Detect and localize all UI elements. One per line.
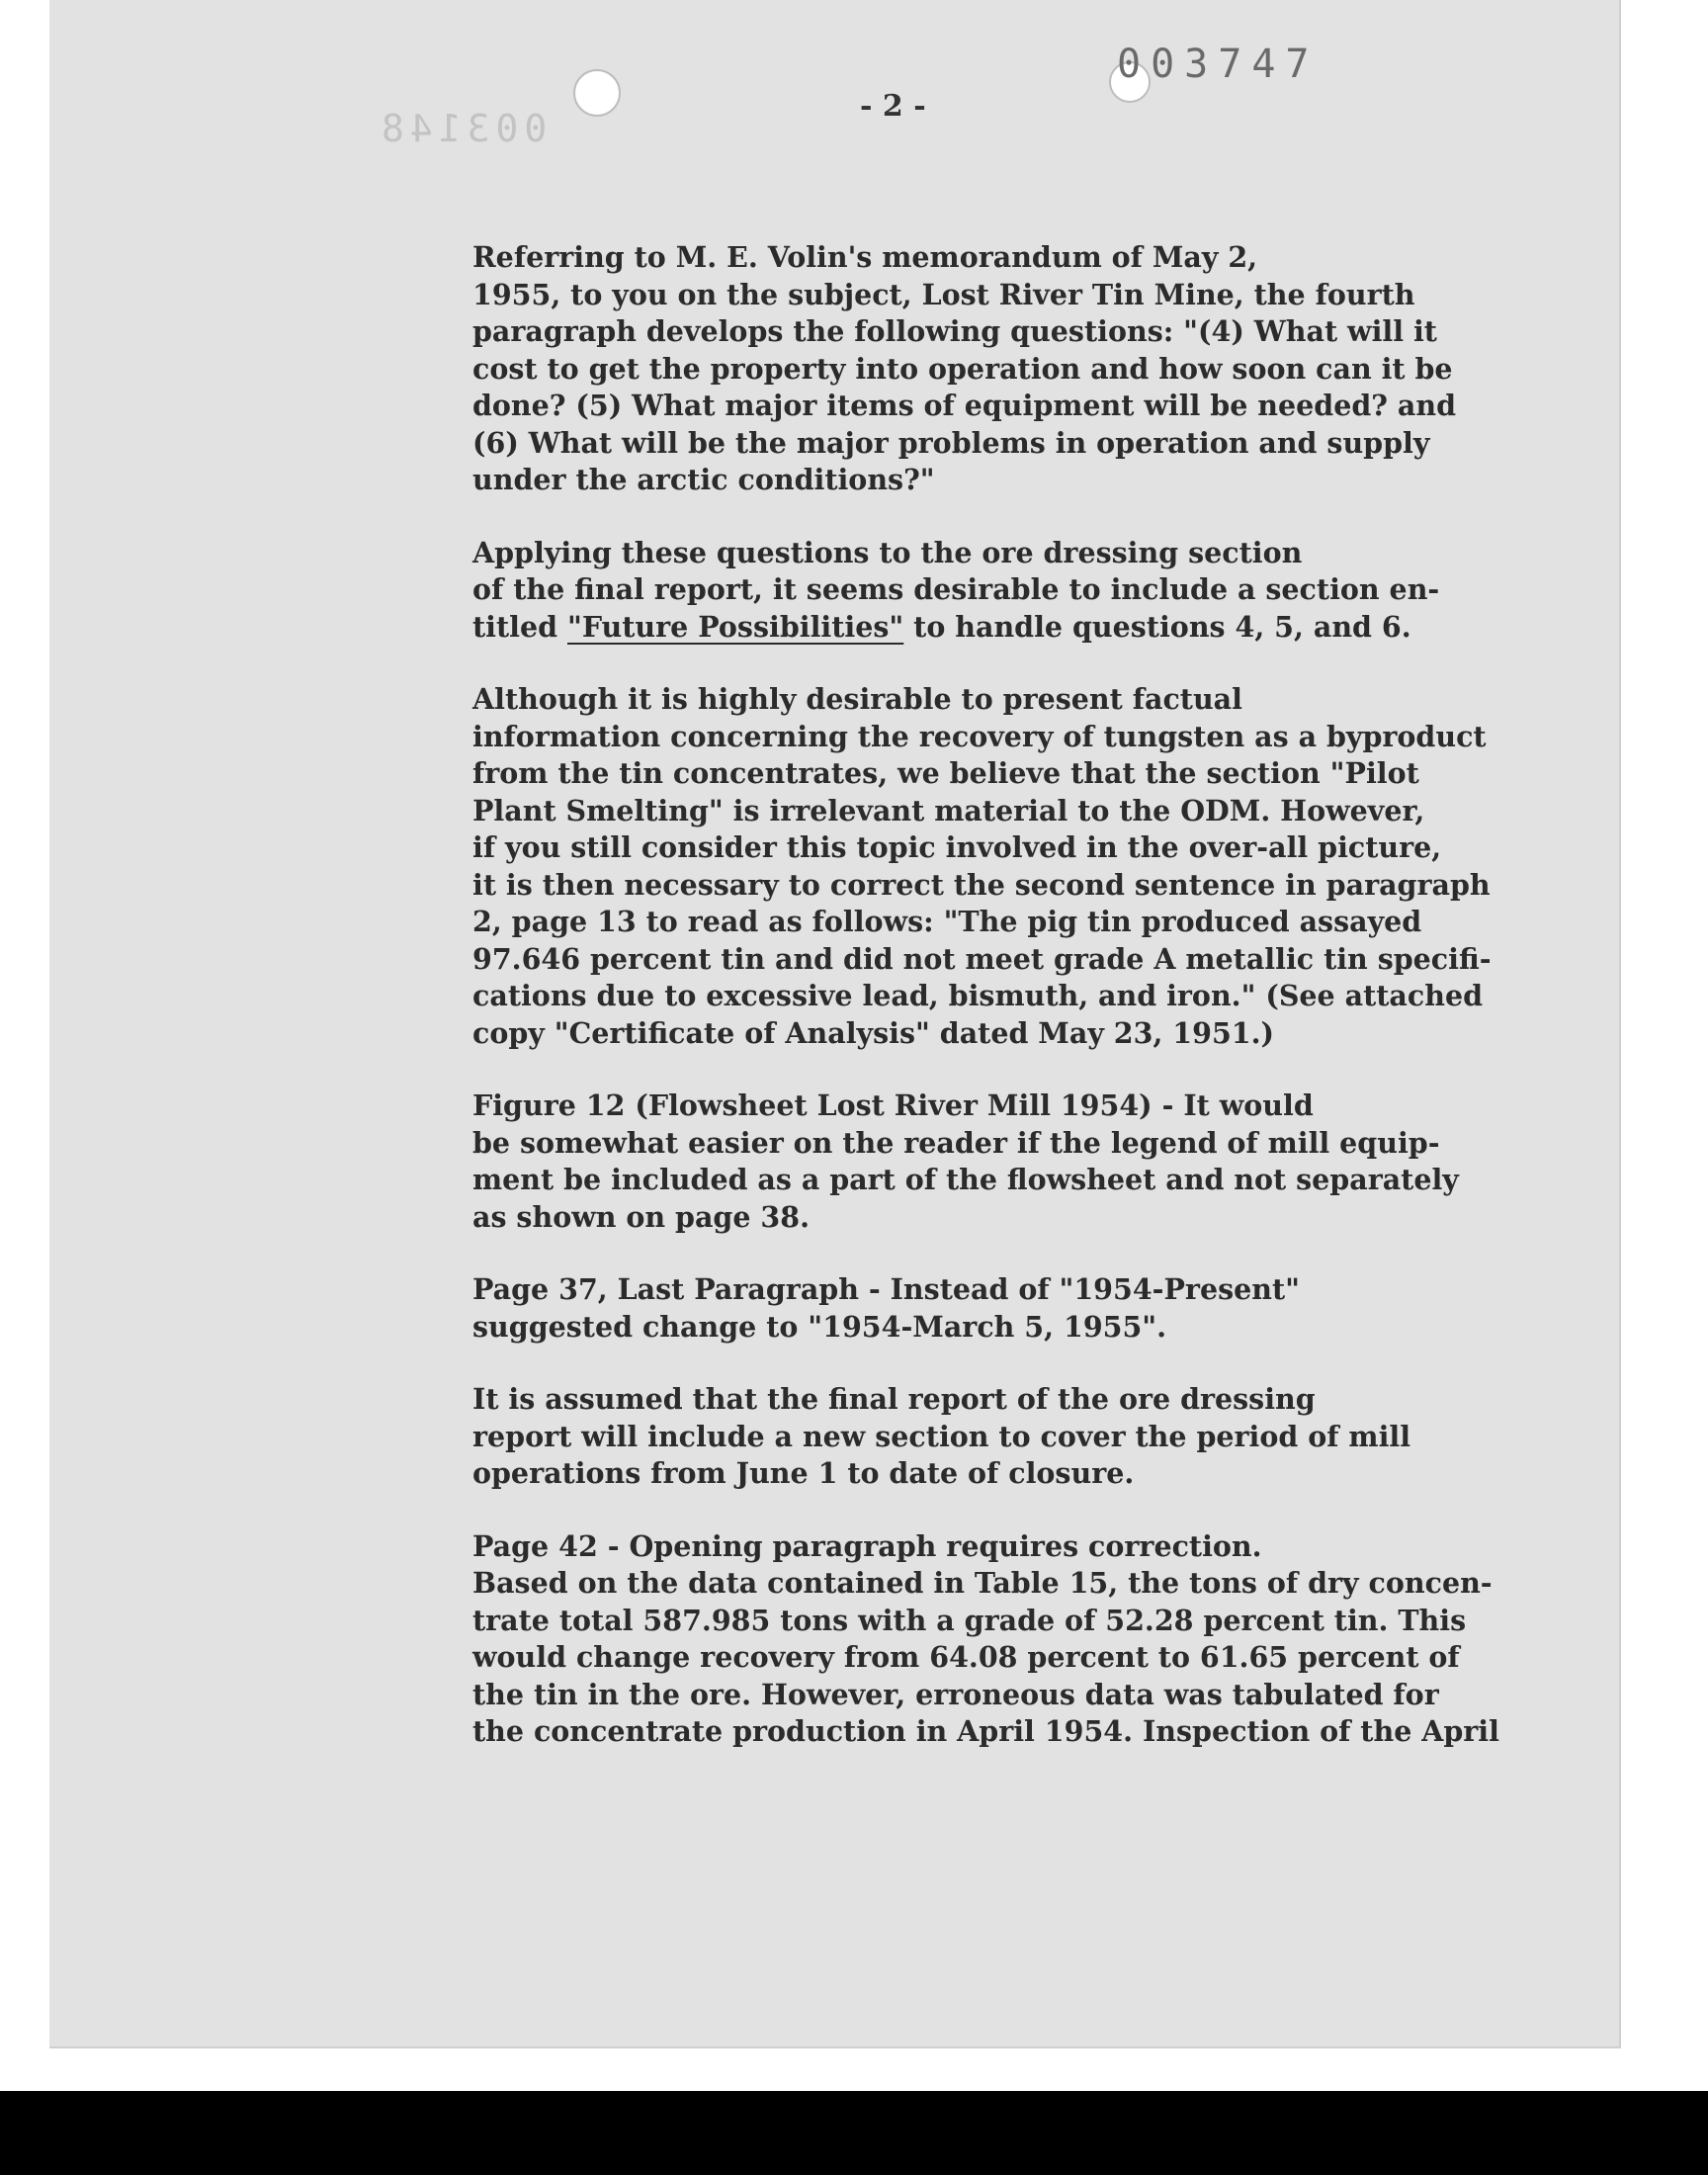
text-line: it is then necessary to correct the second sentence in paragraph (472, 867, 1491, 902)
text-line: Page 42 - Opening paragraph requires correction. (472, 1528, 1262, 1563)
text-line: Page 37, Last Paragraph - Instead of "1954-Present" (472, 1272, 1300, 1306)
underlined-section-title: "Future Possibilities" (566, 609, 904, 644)
text-line: trate total 587.985 tons with a grade of 52.28 percent tin. This (472, 1603, 1467, 1637)
text-line (299, 609, 1411, 647)
memo-body (299, 239, 1499, 1786)
paragraph-4 (299, 1088, 1459, 1236)
mirrored-document-number-stamp: 003148 (376, 107, 548, 150)
text-segment: titled (472, 609, 567, 644)
text-line: if you still consider this topic involved in the over-all picture, (472, 830, 1442, 864)
text-line: under the arctic conditions?" (472, 463, 935, 496)
paragraph-3 (299, 681, 1492, 1052)
text-line: Referring to M. E. Volin's memorandum of May 2, (472, 240, 1258, 274)
text-line: the concentrate production in April 1954. Inspection of the April (472, 1714, 1499, 1748)
paragraph-1 (299, 239, 1456, 499)
paragraph-5 (299, 1271, 1401, 1346)
text-line: be somewhat easier on the reader if the legend of mill equip- (472, 1125, 1440, 1160)
text-line: as shown on page 38. (472, 1199, 810, 1234)
text-line: suggested change to "1954-March 5, 1955". (472, 1309, 1167, 1344)
text-line: done? (5) What major items of equipment will be needed? and (472, 389, 1456, 422)
text-line: Although it is highly desirable to present factual (472, 682, 1242, 716)
text-line: It is assumed that the final report of the ore dressing (472, 1382, 1316, 1416)
text-line: information concerning the recovery of tungsten as a byproduct (472, 719, 1487, 753)
text-line: would change recovery from 64.08 percent to 61.65 percent of (472, 1640, 1460, 1674)
document-number-stamp: 003747 (1117, 42, 1320, 87)
text-line: Based on the data contained in Table 15, the tons of dry concen- (472, 1566, 1493, 1600)
page-number: - 2 - (860, 89, 926, 124)
text-line: cost to get the property into operation and how soon can it be (472, 351, 1453, 386)
text-line: paragraph develops the following questions: "(4) What will it (472, 314, 1437, 348)
text-line: ment be included as a part of the flowsheet and not separately (472, 1163, 1459, 1196)
text-line: operations from June 1 to date of closure. (472, 1456, 1135, 1490)
paragraph-7 (299, 1528, 1499, 1751)
text-line: 1955, to you on the subject, Lost River Tin Mine, the fourth (472, 277, 1415, 311)
text-line: Plant Smelting" is irrelevant material to the ODM. However, (472, 793, 1425, 827)
text-line: Figure 12 (Flowsheet Lost River Mill 1954) - It would (472, 1088, 1314, 1122)
text-segment: to handle questions 4, 5, and 6. (903, 609, 1411, 644)
text-line: cations due to excessive lead, bismuth, and iron." (See attached (472, 979, 1484, 1012)
text-line: from the tin concentrates, we believe that the section "Pilot (472, 756, 1419, 790)
text-line: 2, page 13 to read as follows: "The pig tin produced assayed (472, 905, 1422, 938)
paragraph-6 (299, 1381, 1411, 1493)
text-line: the tin in the ore. However, erroneous data was tabulated for (472, 1677, 1439, 1711)
paragraph-2 (299, 535, 1440, 647)
text-line: report will include a new section to cover the period of mill (472, 1419, 1411, 1453)
text-line: (6) What will be the major problems in operation and supply (472, 425, 1430, 460)
text-line: 97.646 percent tin and did not meet grade A metallic tin specifi- (472, 941, 1492, 976)
text-line: Applying these questions to the ore dressing section (472, 535, 1303, 569)
text-line: copy "Certificate of Analysis" dated May 23, 1951.) (472, 1015, 1275, 1050)
text-line: of the final report, it seems desirable to include a section en- (472, 572, 1440, 606)
punch-hole (573, 69, 621, 117)
